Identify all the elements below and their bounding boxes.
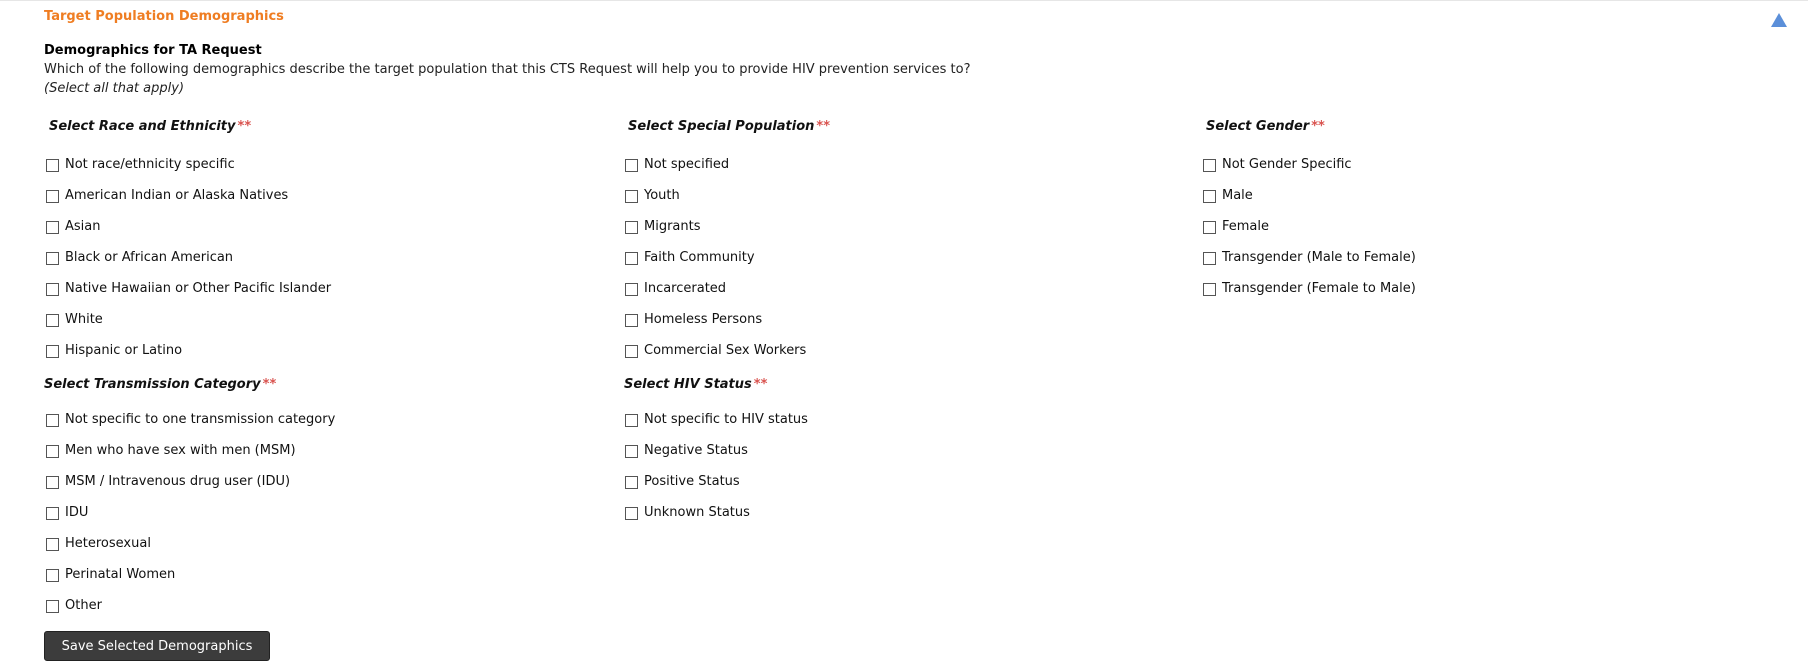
gender-option[interactable]: Male bbox=[1203, 188, 1416, 219]
transmission-option[interactable]: Other bbox=[46, 598, 335, 629]
required-marker: ** bbox=[753, 377, 768, 392]
checkbox[interactable] bbox=[625, 314, 638, 327]
checkbox[interactable] bbox=[1203, 159, 1216, 172]
race-ethnicity-group bbox=[49, 118, 251, 136]
hiv-status-options bbox=[625, 412, 808, 536]
checkbox[interactable] bbox=[46, 569, 59, 582]
transmission-options bbox=[46, 412, 335, 629]
race-option[interactable]: Native Hawaiian or Other Pacific Islander bbox=[46, 281, 331, 312]
hiv-status-group bbox=[624, 376, 767, 394]
special-population-group bbox=[628, 118, 830, 136]
gender-option[interactable]: Female bbox=[1203, 219, 1416, 250]
gender-group bbox=[1206, 118, 1325, 136]
gender-option[interactable]: Not Gender Specific bbox=[1203, 157, 1416, 188]
checkbox[interactable] bbox=[1203, 190, 1216, 203]
race-option[interactable]: American Indian or Alaska Natives bbox=[46, 188, 331, 219]
checkbox[interactable] bbox=[1203, 252, 1216, 265]
gender-options bbox=[1203, 157, 1416, 312]
special-option[interactable]: Homeless Persons bbox=[625, 312, 806, 343]
required-marker: ** bbox=[1311, 119, 1325, 134]
race-ethnicity-title: Select Race and Ethnicity ** bbox=[49, 119, 252, 134]
checkbox[interactable] bbox=[46, 600, 59, 613]
checkbox[interactable] bbox=[625, 476, 638, 489]
checkbox[interactable] bbox=[625, 507, 638, 520]
transmission-option[interactable]: Perinatal Women bbox=[46, 567, 335, 598]
transmission-option[interactable]: Men who have sex with men (MSM) bbox=[46, 443, 335, 474]
transmission-option[interactable]: Heterosexual bbox=[46, 536, 335, 567]
transmission-option[interactable]: Not specific to one transmission category bbox=[46, 412, 335, 443]
transmission-group bbox=[44, 376, 276, 394]
checkbox[interactable] bbox=[625, 283, 638, 296]
checkbox[interactable] bbox=[625, 159, 638, 172]
hiv-option[interactable]: Positive Status bbox=[625, 474, 808, 505]
transmission-option[interactable]: IDU bbox=[46, 505, 335, 536]
race-option[interactable]: White bbox=[46, 312, 331, 343]
special-population-title: Select Special Population ** bbox=[628, 119, 831, 134]
checkbox[interactable] bbox=[46, 252, 59, 265]
checkbox[interactable] bbox=[625, 445, 638, 458]
race-ethnicity-options bbox=[46, 157, 331, 374]
special-option[interactable]: Migrants bbox=[625, 219, 806, 250]
checkbox[interactable] bbox=[46, 283, 59, 296]
checkbox[interactable] bbox=[46, 314, 59, 327]
race-option[interactable]: Not race/ethnicity specific bbox=[46, 157, 331, 188]
special-option[interactable]: Faith Community bbox=[625, 250, 806, 281]
transmission-title: Select Transmission Category ** bbox=[44, 377, 277, 392]
special-population-options bbox=[625, 157, 806, 374]
section-title[interactable]: Target Population Demographics bbox=[44, 9, 284, 24]
special-option[interactable]: Youth bbox=[625, 188, 806, 219]
checkbox[interactable] bbox=[625, 221, 638, 234]
triangle-up-icon[interactable] bbox=[1771, 13, 1787, 27]
demographics-heading: Demographics for TA Request bbox=[44, 43, 262, 58]
checkbox[interactable] bbox=[46, 476, 59, 489]
required-marker: ** bbox=[816, 119, 831, 134]
checkbox[interactable] bbox=[46, 190, 59, 203]
special-option[interactable]: Commercial Sex Workers bbox=[625, 343, 806, 374]
checkbox[interactable] bbox=[46, 538, 59, 551]
checkbox[interactable] bbox=[625, 345, 638, 358]
select-all-hint: (Select all that apply) bbox=[44, 81, 185, 96]
race-option[interactable]: Asian bbox=[46, 219, 331, 250]
special-option[interactable]: Not specified bbox=[625, 157, 806, 188]
hiv-option[interactable]: Not specific to HIV status bbox=[625, 412, 808, 443]
checkbox[interactable] bbox=[625, 252, 638, 265]
gender-title: Select Gender ** bbox=[1206, 119, 1325, 134]
hiv-option[interactable]: Negative Status bbox=[625, 443, 808, 474]
checkbox[interactable] bbox=[46, 507, 59, 520]
required-marker: ** bbox=[262, 377, 277, 392]
checkbox[interactable] bbox=[625, 414, 638, 427]
checkbox[interactable] bbox=[625, 190, 638, 203]
demographics-question: Which of the following demographics describe the target population that this CTS Request will help you to provide HIV prevention services to? bbox=[44, 62, 971, 77]
checkbox[interactable] bbox=[1203, 221, 1216, 234]
top-divider bbox=[0, 0, 1808, 1]
save-demographics-button[interactable]: Save Selected Demographics bbox=[44, 631, 270, 661]
hiv-option[interactable]: Unknown Status bbox=[625, 505, 808, 536]
race-option[interactable]: Hispanic or Latino bbox=[46, 343, 331, 374]
race-option[interactable]: Black or African American bbox=[46, 250, 331, 281]
special-option[interactable]: Incarcerated bbox=[625, 281, 806, 312]
hiv-status-title: Select HIV Status ** bbox=[624, 377, 768, 392]
required-marker: ** bbox=[237, 119, 252, 134]
checkbox[interactable] bbox=[46, 345, 59, 358]
gender-option[interactable]: Transgender (Male to Female) bbox=[1203, 250, 1416, 281]
transmission-option[interactable]: MSM / Intravenous drug user (IDU) bbox=[46, 474, 335, 505]
gender-option[interactable]: Transgender (Female to Male) bbox=[1203, 281, 1416, 312]
checkbox[interactable] bbox=[46, 221, 59, 234]
checkbox[interactable] bbox=[1203, 283, 1216, 296]
checkbox[interactable] bbox=[46, 445, 59, 458]
checkbox[interactable] bbox=[46, 414, 59, 427]
checkbox[interactable] bbox=[46, 159, 59, 172]
